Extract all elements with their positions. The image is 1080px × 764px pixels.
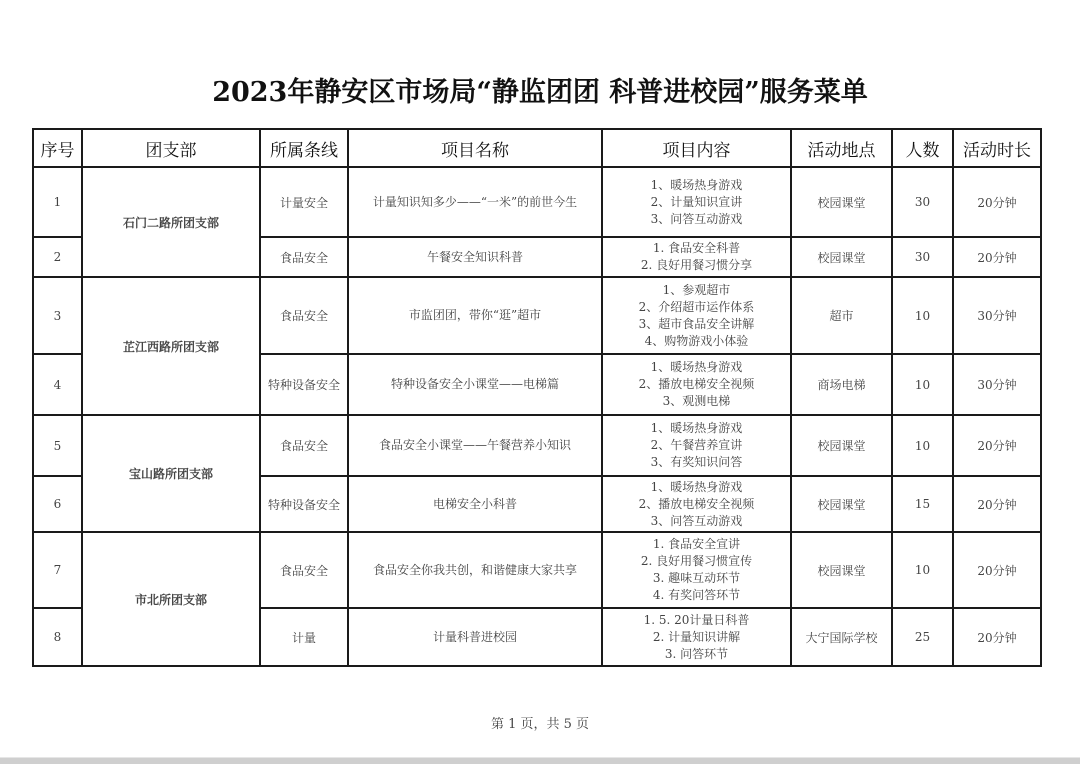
table-row [33, 167, 1041, 237]
cell-line: 食品安全 [260, 532, 348, 608]
cell-location: 校园课堂 [791, 532, 892, 608]
cell-no: 5 [33, 415, 82, 476]
cell-people: 10 [892, 415, 953, 476]
cell-line: 特种设备安全 [260, 354, 348, 415]
content-item: 3、有奖知识问答 [650, 455, 743, 469]
cell-project-content [602, 532, 791, 608]
cell-location: 商场电梯 [791, 354, 892, 415]
cell-project-name: 电梯安全小科普 [348, 476, 602, 532]
cell-location: 校园课堂 [791, 167, 892, 237]
header-project-content: 项目内容 [602, 129, 791, 167]
cell-location: 校园课堂 [791, 237, 892, 277]
cell-location: 校园课堂 [791, 415, 892, 476]
header-duration: 活动时长 [953, 129, 1041, 167]
cell-location: 校园课堂 [791, 476, 892, 532]
header-no: 序号 [33, 129, 82, 167]
table-row [33, 277, 1041, 354]
cell-line: 特种设备安全 [260, 476, 348, 532]
cell-project-content [602, 415, 791, 476]
header-location: 活动地点 [791, 129, 892, 167]
content-item: 2. 计量知识讲解 [652, 629, 741, 644]
cell-branch: 宝山路所团支部 [82, 415, 260, 532]
cell-no: 4 [33, 354, 82, 415]
cell-location: 大宁国际学校 [791, 608, 892, 666]
cell-line: 食品安全 [260, 277, 348, 354]
content-item: 1、暖场热身游戏 [650, 177, 743, 192]
cell-line: 食品安全 [260, 415, 348, 476]
cell-duration: 20分钟 [953, 167, 1041, 237]
header-project-name: 项目名称 [348, 129, 602, 167]
cell-duration: 30分钟 [953, 277, 1041, 354]
content-item: 3. 趣味互动环节 [652, 571, 741, 585]
cell-no: 2 [33, 237, 82, 277]
cell-no: 1 [33, 167, 82, 237]
cell-people: 30 [892, 237, 953, 277]
content-item: 2. 良好用餐习惯分享 [640, 258, 753, 272]
content-item: 2. 良好用餐习惯宣传 [640, 554, 753, 568]
cell-project-content [602, 167, 791, 237]
cell-duration: 20分钟 [953, 415, 1041, 476]
cell-no: 8 [33, 608, 82, 666]
cell-no: 6 [33, 476, 82, 532]
cell-no: 7 [33, 532, 82, 608]
cell-project-name: 市监团团，带你“逛”超市 [348, 277, 602, 354]
content-item: 2、播放电梯安全视频 [638, 496, 755, 511]
cell-people: 10 [892, 354, 953, 415]
service-menu-table [32, 128, 1042, 667]
cell-people: 10 [892, 532, 953, 608]
content-item: 2、计量知识宣讲 [650, 194, 743, 209]
content-item: 3. 问答环节 [664, 646, 729, 661]
header-people: 人数 [892, 129, 953, 167]
content-item: 3、观测电梯 [662, 394, 731, 408]
content-item: 2、播放电梯安全视频 [638, 377, 755, 391]
cell-duration: 20分钟 [953, 476, 1041, 532]
cell-people: 15 [892, 476, 953, 532]
cell-people: 10 [892, 277, 953, 354]
cell-branch: 石门二路所团支部 [82, 167, 260, 277]
cell-project-name: 计量知识知多少——“一米”的前世今生 [348, 167, 602, 237]
cell-line: 食品安全 [260, 237, 348, 277]
content-item: 1、参观超市 [662, 282, 731, 297]
cell-duration: 20分钟 [953, 608, 1041, 666]
content-item: 3、问答互动游戏 [650, 211, 743, 226]
cell-location: 超市 [791, 277, 892, 354]
cell-project-name: 计量科普进校园 [348, 608, 602, 666]
cell-no: 3 [33, 277, 82, 354]
cell-project-content [602, 237, 791, 277]
content-item: 4. 有奖问答环节 [652, 588, 741, 602]
table-row [33, 532, 1041, 608]
cell-project-name: 特种设备安全小课堂——电梯篇 [348, 354, 602, 415]
content-item: 1、暖场热身游戏 [650, 421, 743, 435]
cell-line: 计量 [260, 608, 348, 666]
cell-project-content [602, 608, 791, 666]
cell-people: 25 [892, 608, 953, 666]
document-title: 2023年静安区市场局“静监团团 科普进校园”服务菜单 [212, 77, 868, 108]
content-item: 1、暖场热身游戏 [650, 479, 743, 494]
cell-project-content [602, 354, 791, 415]
cell-duration: 30分钟 [953, 354, 1041, 415]
cell-line: 计量安全 [260, 167, 348, 237]
cell-people: 30 [892, 167, 953, 237]
header-line: 所属条线 [260, 129, 348, 167]
cell-project-name: 食品安全小课堂——午餐营养小知识 [348, 415, 602, 476]
cell-project-name: 午餐安全知识科普 [348, 237, 602, 277]
header-branch: 团支部 [82, 129, 260, 167]
cell-branch: 市北所团支部 [82, 532, 260, 666]
content-item: 2、介绍超市运作体系 [638, 299, 755, 314]
content-item: 1、暖场热身游戏 [650, 360, 743, 374]
content-item: 4、购物游戏小体验 [644, 333, 749, 348]
content-item: 3、问答互动游戏 [650, 513, 743, 528]
cell-project-name: 食品安全你我共创，和谐健康大家共享 [348, 532, 602, 608]
cell-duration: 20分钟 [953, 237, 1041, 277]
content-item: 3、超市食品安全讲解 [638, 316, 755, 331]
cell-branch: 芷江西路所团支部 [82, 277, 260, 415]
table-row [33, 415, 1041, 476]
cell-project-content [602, 277, 791, 354]
cell-duration: 20分钟 [953, 532, 1041, 608]
content-item: 1. 食品安全科普 [652, 241, 741, 255]
content-item: 1. 食品安全宣讲 [652, 537, 741, 551]
content-item: 1. 5. 20计量日科普 [643, 612, 750, 627]
page-indicator: 第 1 页，共 5 页 [490, 717, 590, 732]
table-header-row [33, 129, 1041, 167]
cell-project-content [602, 476, 791, 532]
content-item: 2、午餐营养宣讲 [650, 438, 743, 452]
